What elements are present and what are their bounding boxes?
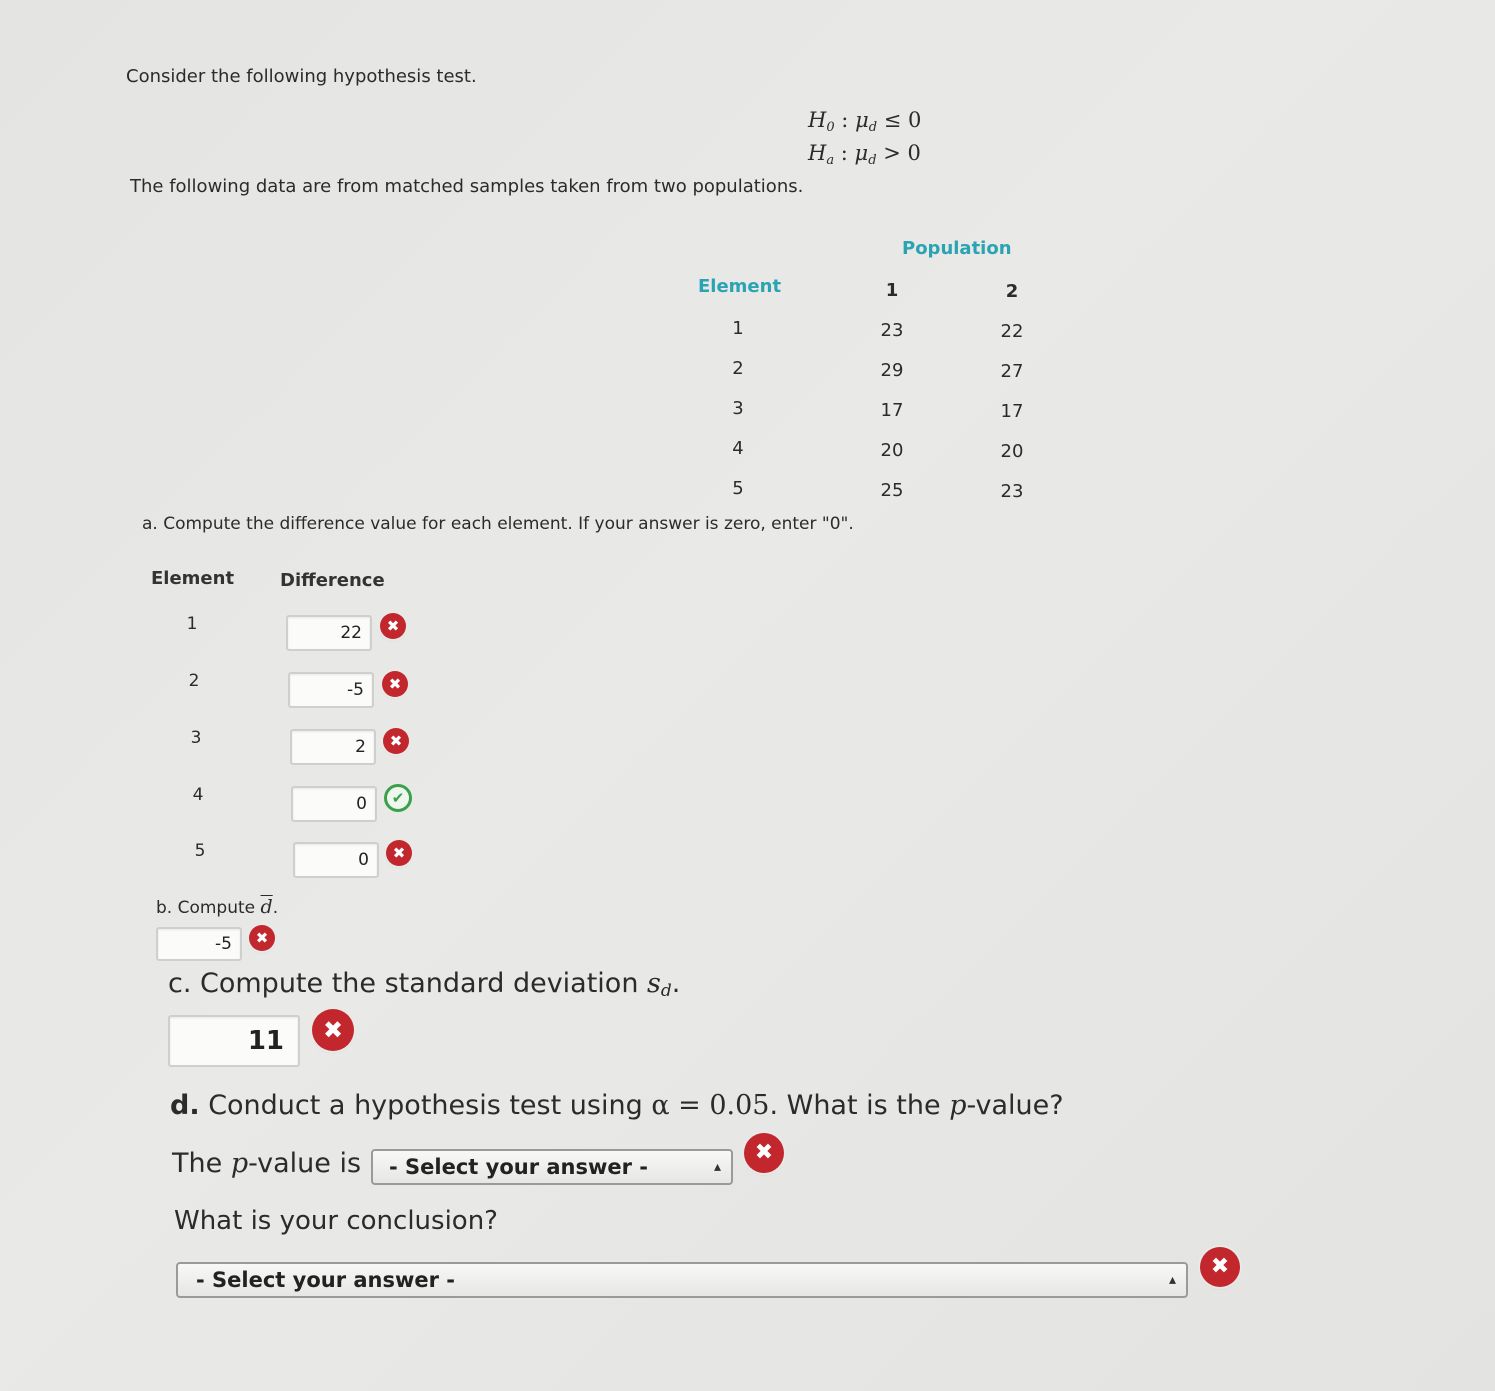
- table-row-pop2: 27: [1000, 361, 1024, 382]
- difference-input-3[interactable]: [290, 729, 376, 765]
- diff-row-element: 3: [190, 728, 202, 748]
- part-c-prompt: c. Compute the standard deviation sd.: [168, 968, 681, 1001]
- diff-row-element: 4: [192, 785, 204, 805]
- pvalue-select-value: - Select your answer -: [389, 1155, 649, 1179]
- table-row-element: 4: [732, 438, 744, 459]
- pvalue-select[interactable]: [371, 1149, 733, 1185]
- diff-row-element: 1: [186, 614, 198, 634]
- conclusion-select[interactable]: [176, 1262, 1188, 1298]
- table-row-element: 5: [732, 478, 744, 499]
- incorrect-icon: ✖: [382, 671, 408, 697]
- part-d-prompt: d. Conduct a hypothesis test using α = 0.05. What is the p-value?: [170, 1090, 1064, 1121]
- incorrect-icon: ✖: [312, 1009, 354, 1051]
- diff-row-element: 2: [188, 671, 200, 691]
- null-hypothesis: $H_0$ : $\mu_d \le 0$: [808, 108, 922, 135]
- intro-text: Consider the following hypothesis test.: [126, 66, 477, 87]
- data-intro-text: The following data are from matched samples taken from two populations.: [130, 176, 804, 197]
- table-row-pop1: 23: [880, 320, 904, 341]
- table-row-pop2: 22: [1000, 321, 1024, 342]
- part-b-prompt: b. Compute $\overline{d}$.: [156, 896, 279, 918]
- diff-element-header: Element: [151, 568, 235, 589]
- incorrect-icon: ✖: [744, 1133, 784, 1173]
- select-arrow-icon: ▴: [713, 1159, 721, 1175]
- table-row-pop1: 25: [880, 480, 904, 501]
- conclusion-select-value: - Select your answer -: [196, 1268, 456, 1292]
- incorrect-icon: ✖: [249, 925, 275, 951]
- incorrect-icon: ✖: [383, 728, 409, 754]
- difference-input-4[interactable]: [291, 786, 377, 822]
- correct-check-icon: ✔: [384, 784, 412, 812]
- diff-row-element: 5: [194, 841, 206, 861]
- table-row-pop2: 17: [1000, 401, 1024, 422]
- conclusion-question: What is your conclusion?: [174, 1206, 498, 1236]
- part-a-prompt: a. Compute the difference value for each element. If your answer is zero, enter "0".: [142, 514, 854, 534]
- incorrect-icon: ✖: [380, 613, 406, 639]
- table-row-pop2: 23: [1000, 481, 1024, 502]
- table-row-pop1: 17: [880, 400, 904, 421]
- difference-input-2[interactable]: [288, 672, 374, 708]
- population-1-header: 1: [885, 280, 899, 301]
- population-2-header: 2: [1005, 281, 1019, 302]
- population-header: Population: [902, 238, 1012, 259]
- incorrect-icon: ✖: [1200, 1247, 1240, 1287]
- alternative-hypothesis: $H_a$ : $\mu_d > 0$: [808, 141, 921, 168]
- element-header: Element: [698, 276, 782, 297]
- incorrect-icon: ✖: [386, 840, 412, 866]
- table-row-element: 1: [732, 318, 744, 339]
- table-row-element: 2: [732, 358, 744, 379]
- std-dev-input[interactable]: [168, 1015, 300, 1067]
- table-row-pop2: 20: [1000, 441, 1024, 462]
- difference-header: Difference: [280, 570, 385, 591]
- dbar-input[interactable]: [156, 927, 242, 961]
- select-arrow-icon: ▴: [1168, 1272, 1176, 1288]
- table-row-pop1: 29: [880, 360, 904, 381]
- pvalue-label: The p-value is: [172, 1148, 362, 1179]
- table-row-pop1: 20: [880, 440, 904, 461]
- table-row-element: 3: [732, 398, 744, 419]
- difference-input-1[interactable]: [286, 615, 372, 651]
- difference-input-5[interactable]: [293, 842, 379, 878]
